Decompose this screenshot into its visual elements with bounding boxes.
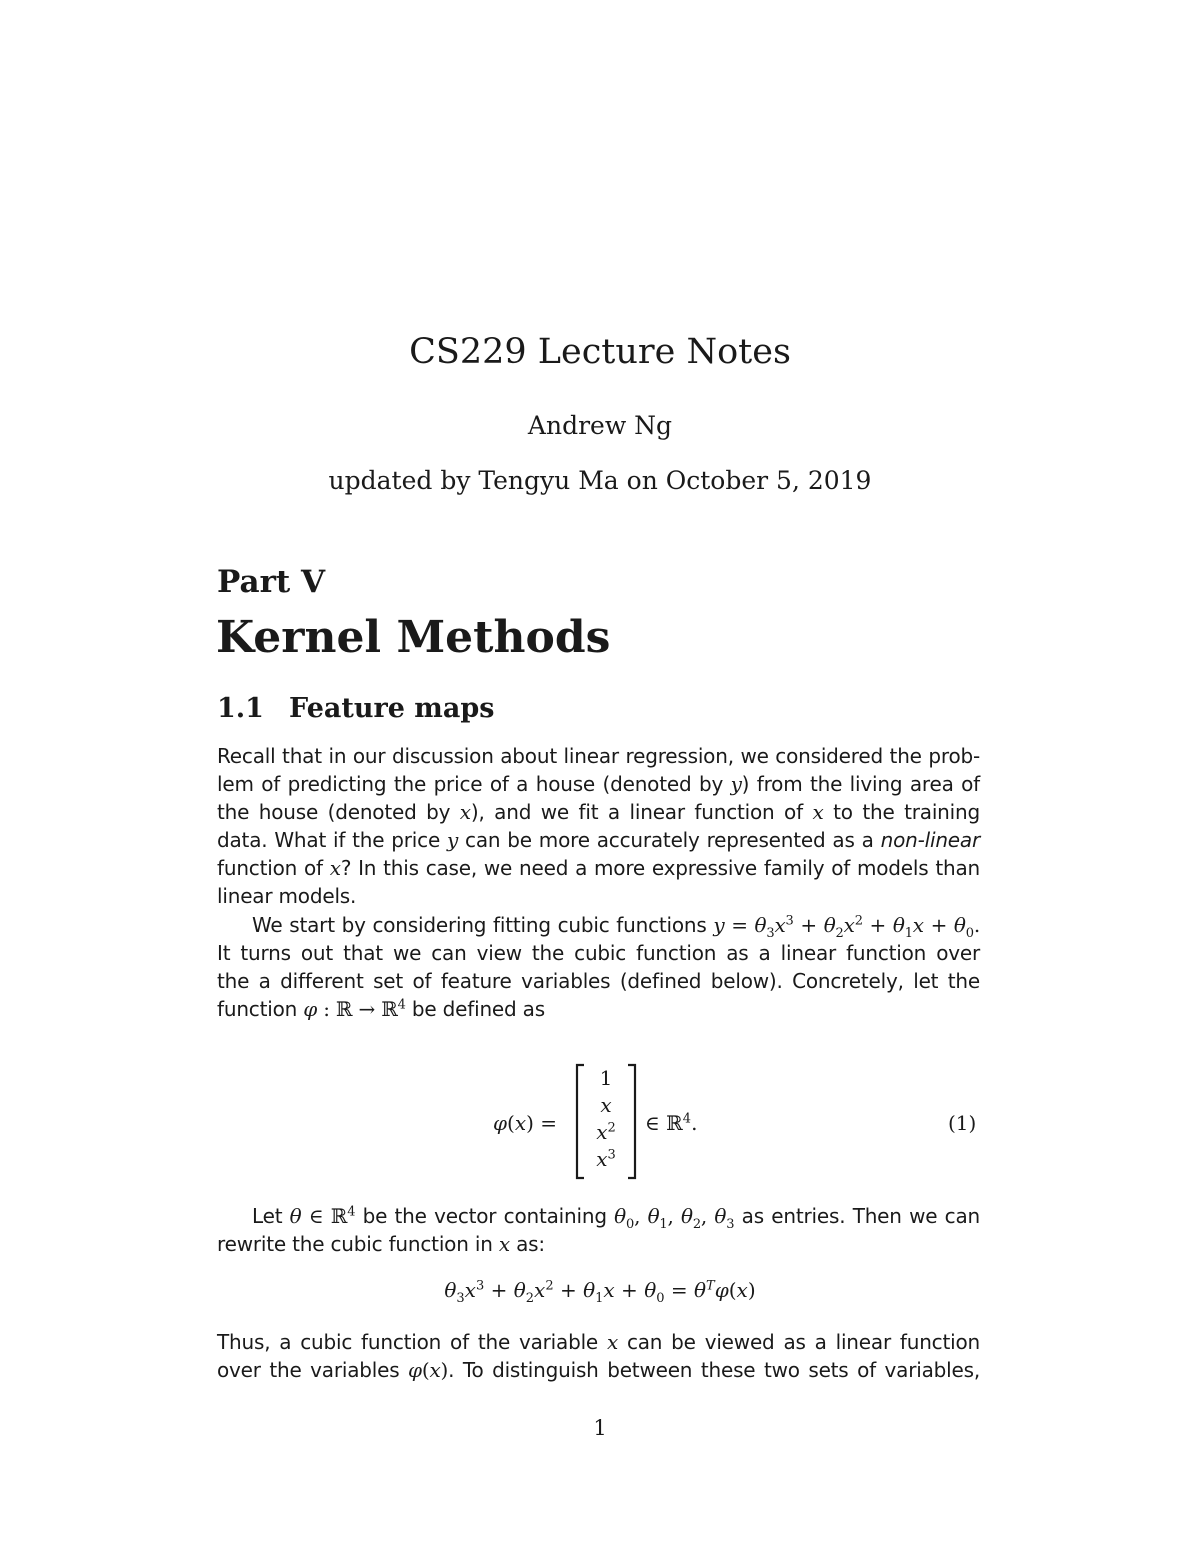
- paragraph-1-line-4: data. What if the price y can be more accurately represented as a non-linear: [217, 828, 980, 852]
- paragraph-2-line-4: function φ : ℝ → ℝ$^4$ be defined as: [217, 997, 545, 1021]
- paragraph-2-line-2: It turns out that we can view the cubic function as a linear function over: [217, 941, 980, 965]
- update-note: updated by Tengyu Ma on October 5, 2019: [328, 466, 872, 495]
- equation-1-number: (1): [948, 1111, 977, 1135]
- matrix-entry-x: x: [600, 1093, 612, 1117]
- paragraph-3-line-1: Let θ ∈ ℝ$^4$ be the vector containing $\theta_0$, $\theta_1$, $\theta_2$, $\theta_3$ as entries. Then we can: [252, 1204, 981, 1232]
- paragraph-1-line-2: lem of predicting the price of a house (denoted by y) from the living area of: [217, 772, 980, 796]
- matrix-entry-x2: $x^2$: [596, 1120, 616, 1144]
- paragraph-1-line-1: Recall that in our discussion about linear regression, we considered the prob-: [217, 744, 980, 768]
- page-number: 1: [593, 1416, 607, 1440]
- equation-1-rhs: ∈ ℝ$^4$.: [645, 1111, 698, 1135]
- document-title: CS229 Lecture Notes: [409, 332, 791, 372]
- matrix-entry-1: 1: [599, 1066, 613, 1090]
- paragraph-4-line-1: Thus, a cubic function of the variable x can be viewed as a linear function: [217, 1330, 980, 1354]
- paragraph-3-line-2: rewrite the cubic function in x as:: [217, 1232, 545, 1256]
- section-title: Feature maps: [289, 693, 495, 724]
- paragraph-2-line-3: the a different set of feature variables (defined below). Concretely, let the: [217, 969, 980, 993]
- equation-1-lhs: φ(x) =: [493, 1111, 558, 1135]
- paragraph-1-line-3: the house (denoted by x), and we fit a linear function of x to the training: [217, 800, 980, 824]
- part-label: Part V: [217, 564, 326, 600]
- paragraph-1-line-6: linear models.: [217, 884, 357, 908]
- equation-2: $\theta_3x^3 + \theta_2x^2 + \theta_1x + \theta_0 = \theta^T\varphi(x)$: [444, 1278, 756, 1306]
- part-title: Kernel Methods: [216, 612, 611, 663]
- feature-vector-matrix: [575, 1063, 637, 1180]
- paragraph-1-line-5: function of x? In this case, we need a more expressive family of models than: [217, 856, 981, 880]
- section-number: 1.1: [217, 693, 264, 724]
- paragraph-2-line-1: We start by considering fitting cubic functions $y = \theta_3x^3 + \theta_2x^2 + \theta_1x + \theta_0$.: [252, 913, 981, 941]
- paragraph-4-line-2: over the variables φ(x). To distinguish between these two sets of variables,: [217, 1358, 980, 1382]
- matrix-entry-x3: $x^3$: [596, 1147, 616, 1171]
- author: Andrew Ng: [527, 411, 673, 440]
